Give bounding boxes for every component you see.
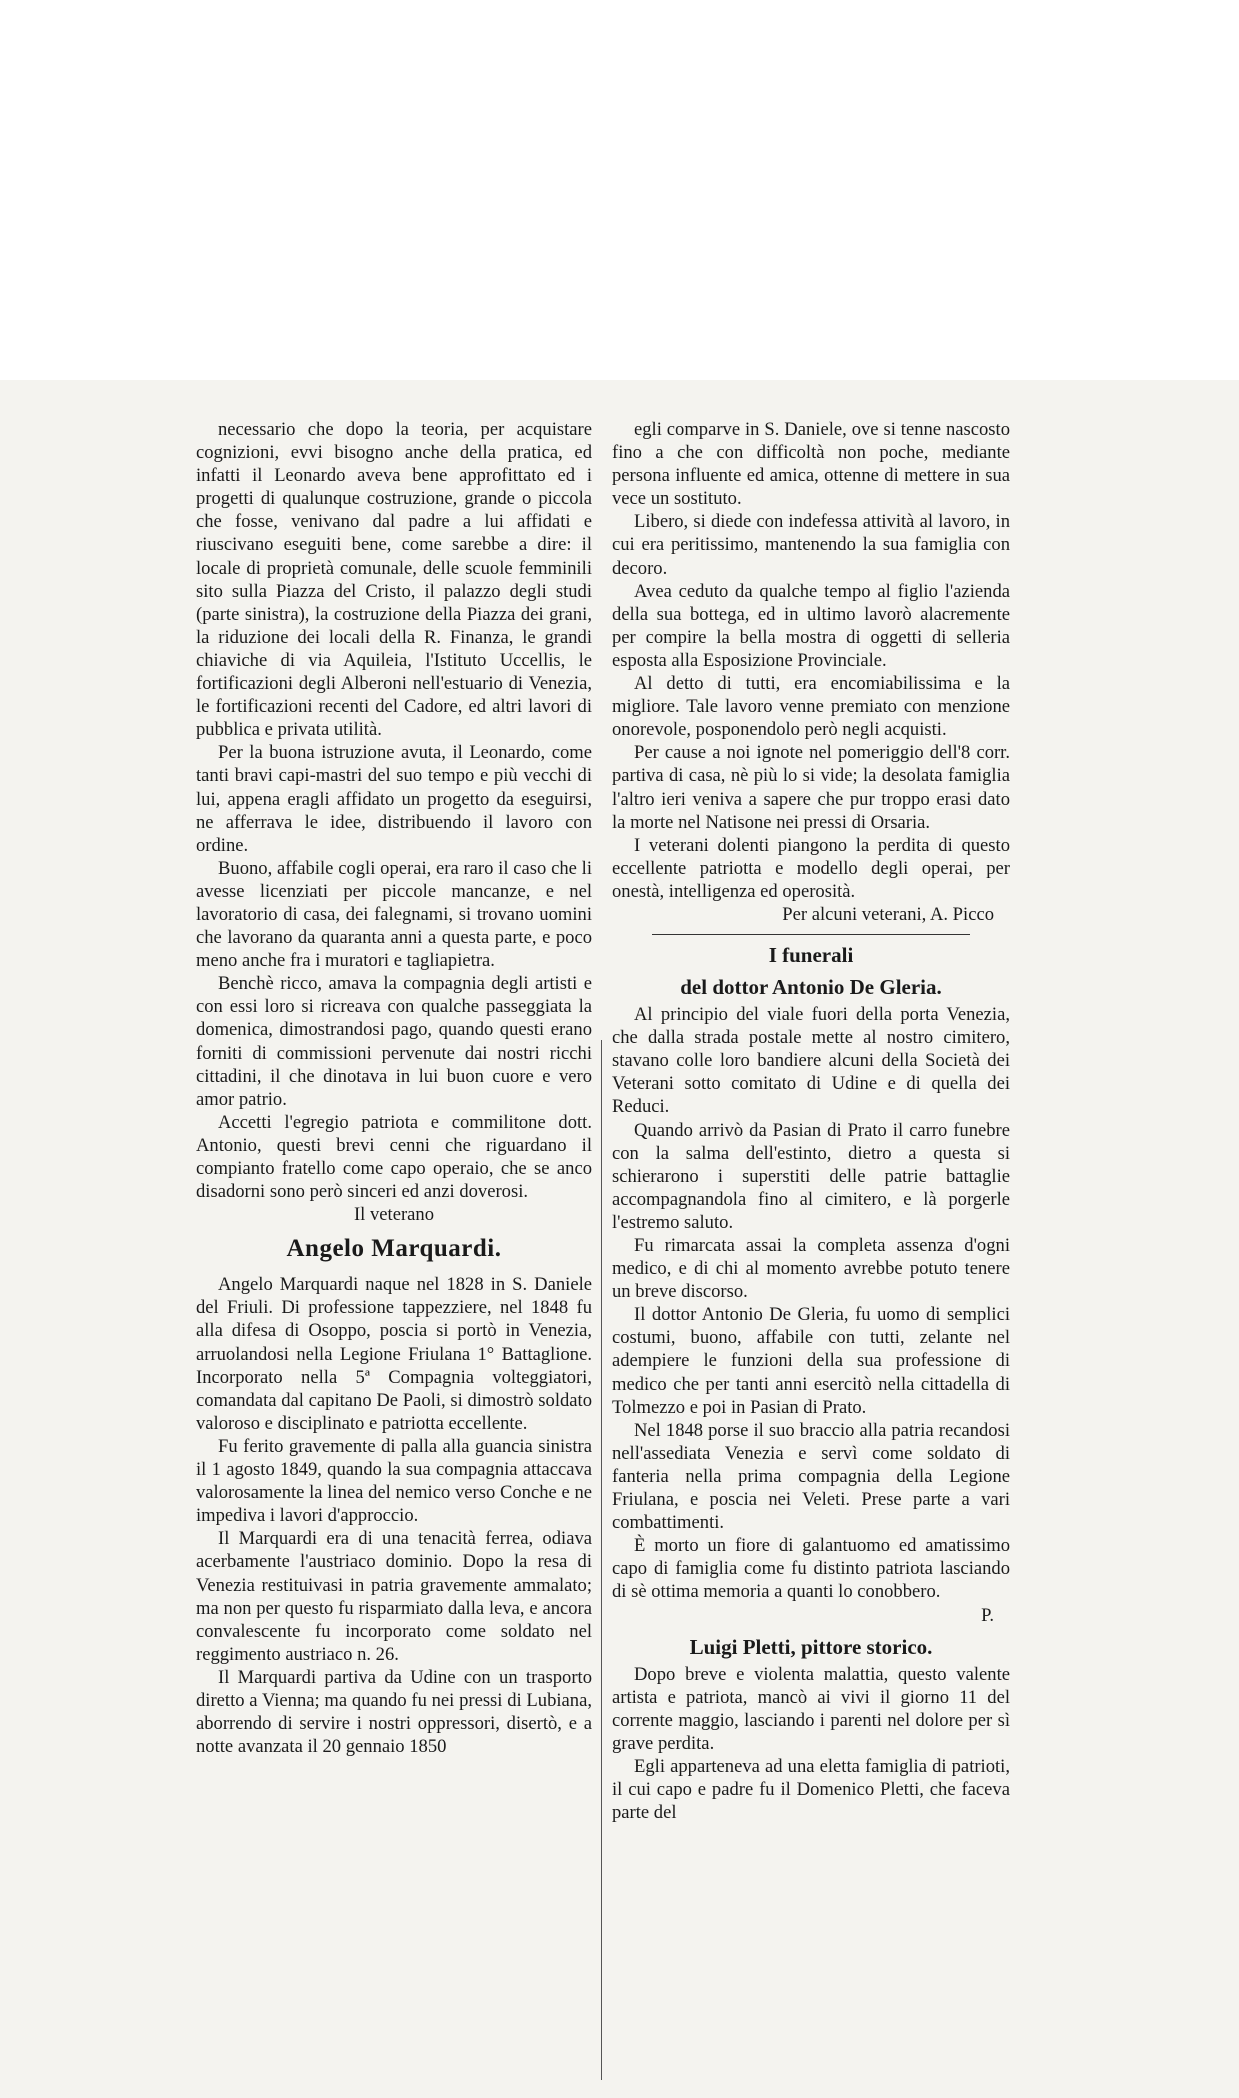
paragraph: Fu ferito gravemente di palla alla guancia sinistra il 1 agosto 1849, quando la sua compagnia attaccava valorosamente la linea del nemico verso Conche e ne impediva i lavori d'approccio. — [196, 1435, 592, 1527]
paragraph: Benchè ricco, amava la compagnia degli artisti e con essi loro si ricreava con qualche passeggiata la domenica, dimostrandosi pago, quando questi erano forniti di commissioni pervenute dai nostri ricchi cittadini, il che dinotava in lui buon cuore e vero amor patrio. — [196, 973, 592, 1110]
signature: P. — [981, 1604, 994, 1626]
paragraph: Il dottor Antonio De Gleria, fu uomo di semplici costumi, buono, affabile con tutti, zelante nel adempiere le funzioni della sua professione di medico che per tanti anni esercitò nella cittadella di Tolmezzo e poi in Pasian di Prato. — [612, 1304, 1010, 1418]
paragraph: Al detto di tutti, era encomiabilissima e la migliore. Tale lavoro venne premiato con menzione onorevole, posponendolo però negli acquisti. — [612, 673, 1010, 741]
right-column — [612, 418, 1010, 1824]
article-heading: I funerali — [768, 943, 854, 968]
paragraph: Accetti l'egregio patriota e commilitone dott. Antonio, questi brevi cenni che riguardano il compianto fratello come capo operaio, che se anco disadorni sono però sinceri ed anzi doverosi. — [196, 1111, 592, 1203]
separator-rule — [652, 934, 970, 935]
paragraph: Buono, affabile cogli operai, era raro il caso che li avesse licenziati per piccole mancanze, e nel lavoratorio di casa, dei falegnami, si trovano uomini che lavorano da quaranta anni a questa parte, e poco meno anche fra i muratori e tagliapietra. — [196, 857, 592, 972]
paragraph: Nel 1848 porse il suo braccio alla patria recandosi nell'assediata Venezia e servì come soldato di fanteria nella prima compagnia della Legione Friulana, e poscia nei Veleti. Prese parte a vari combattimenti. — [612, 1419, 1010, 1534]
column-divider — [601, 1040, 602, 2080]
article-subheading: del dottor Antonio De Gleria. — [680, 975, 942, 1000]
paragraph: necessario che dopo la teoria, per acquistare cognizioni, evvi bisogno anche della pratica, ed infatti il Leonardo aveva bene approfittato ed i progetti di qualunque costruzione, grande o piccola che fosse, venivano dal padre a lui affidati e riuscivano eseguiti bene, come sarebbe a dire: il locale di proprietà comunale, delle scuole femminili sito sulla Piazza del Cristo, il palazzo degli studi (parte sinistra), la costruzione della Piazza dei grani, la riduzione dei locali della R. Finanza, le grandi chiaviche di via Aquileia, l'Istituto Uccellis, le fortificazioni degli Alberoni nell'estuario di Venezia, le fortificazioni recenti del Cadore, ed altri lavori di pubblica e privata utilità. — [196, 419, 592, 741]
paragraph: Per la buona istruzione avuta, il Leonardo, come tanti bravi capi-mastri del suo tempo e più vecchi di lui, appena eragli affidato un progetto da eseguirsi, ne afferrava le idee, distribuendo il lavoro con ordine. — [196, 742, 592, 856]
paragraph: Avea ceduto da qualche tempo al figlio l'azienda della sua bottega, ed in ultimo lavorò alacremente per compire la bella mostra di oggetti di selleria esposta alla Esposizione Provinciale. — [612, 580, 1010, 671]
paragraph: Per cause a noi ignote nel pomeriggio dell'8 corr. partiva di casa, nè più lo si vide; la desolata famiglia l'altro ieri veniva a sapere che pur troppo erasi dato la morte nel Natisone nei pressi di Orsaria. — [612, 742, 1010, 833]
paragraph: I veterani dolenti piangono la perdita di questo eccellente patriotta e modello degli operai, per onestà, intelligenza ed operosità. — [612, 834, 1010, 902]
paragraph: È morto un fiore di galantuomo ed amatissimo capo di famiglia come fu distinto patriota lasciando di sè ottima memoria a quanti lo conobbero. — [612, 1535, 1010, 1603]
paragraph: Fu rimarcata assai la completa assenza d'ogni medico, e di chi al momento avrebbe potuto tenere un breve discorso. — [612, 1235, 1010, 1303]
paragraph: Libero, si diede con indefessa attività al lavoro, in cui era peritissimo, mantenendo la sua famiglia con decoro. — [612, 511, 1010, 579]
paragraph: Quando arrivò da Pasian di Prato il carro funebre con la salma dell'estinto, dietro a questa si schierarono i superstiti delle patrie battaglie accompagnandola fino al cimitero, e là porgerle l'estremo saluto. — [612, 1119, 1010, 1233]
signature: Per alcuni veterani, A. Picco — [782, 903, 994, 925]
paragraph: Il Marquardi era di una tenacità ferrea, odiava acerbamente l'austriaco dominio. Dopo la resa di Venezia restituivasi in patria gravemente ammalato; ma non per questo fu risparmiato dalla leva, e ancora convalescente fu incorporato come soldato nel reggimento austriaco n. 26. — [196, 1528, 592, 1665]
paragraph: Il Marquardi partiva da Udine con un trasporto diretto a Vienna; ma quando fu nei pressi di Lubiana, aborrendo di servire i nostri oppressori, disertò, e a notte avanzata il 20 gennaio 1850 — [196, 1666, 592, 1758]
paragraph: Angelo Marquardi naque nel 1828 in S. Daniele del Friuli. Di professione tappezziere, nel 1848 fu alla difesa di Osoppo, poscia si portò in Venezia, arruolandosi nella Legione Friulana 1° Battaglione. Incorporato nella 5ª Compagnia volteggiatori, comandata dal capitano De Paoli, si dimostrò soldato valoroso e disciplinato e patriotta eccellente. — [196, 1274, 592, 1434]
article-heading: Angelo Marquardi. — [286, 1235, 502, 1263]
paragraph: Al principio del viale fuori della porta Venezia, che dalla strada postale mette al nostro cimitero, stavano colle loro bandiere alcuni della Società dei Veterani sotto comitato di Udine e di quella dei Reduci. — [612, 1004, 1010, 1118]
article-heading: Luigi Pletti, pittore storico. — [689, 1634, 933, 1659]
signature: Il veterano — [353, 1204, 434, 1226]
left-column — [196, 418, 592, 1758]
paragraph: Egli apparteneva ad una eletta famiglia di patrioti, il cui capo e padre fu il Domenico Pletti, che faceva parte del — [612, 1755, 1010, 1824]
paragraph: Dopo breve e violenta malattia, questo valente artista e patriota, mancò ai vivi il giorno 11 del corrente maggio, lasciando i parenti nel dolore per sì grave perdita. — [612, 1663, 1010, 1754]
paragraph: egli comparve in S. Daniele, ove si tenne nascosto fino a che con difficoltà non poche, mediante persona influente ed amica, ottenne di mettere in sua vece un sostituto. — [612, 419, 1010, 510]
